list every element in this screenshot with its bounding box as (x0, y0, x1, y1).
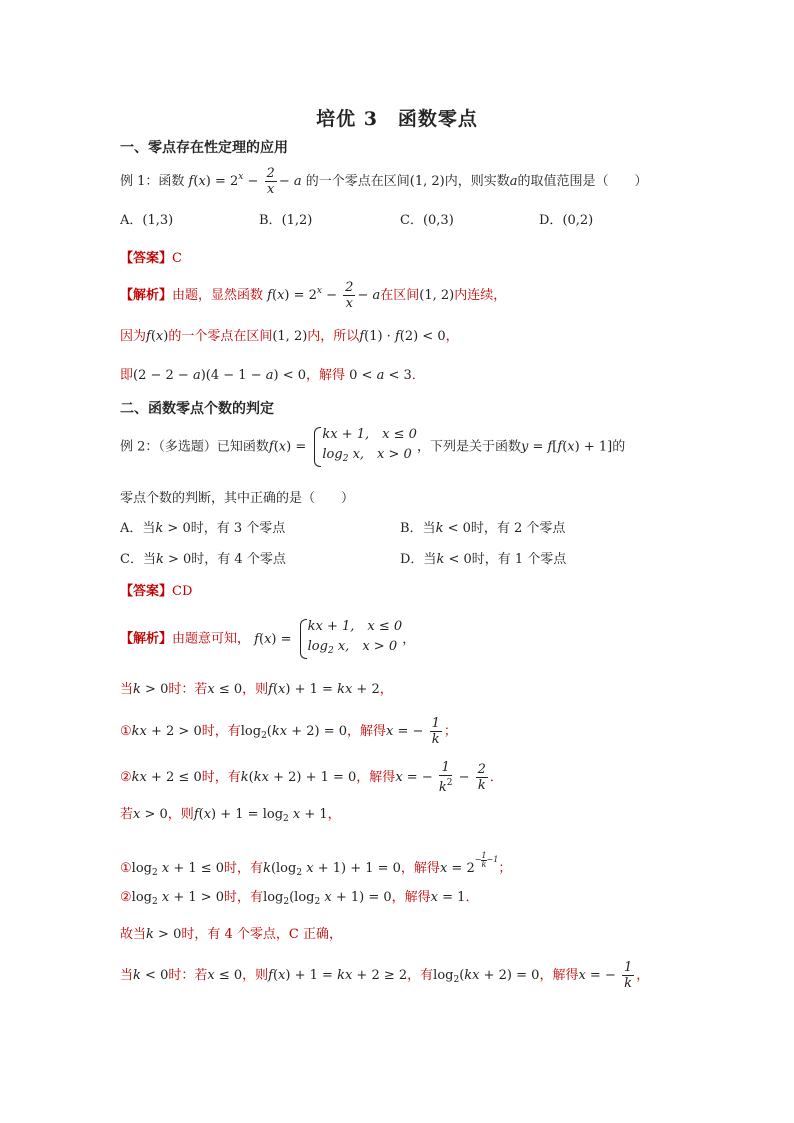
option-letter: B． (259, 213, 282, 228)
ex2-analysis-line-8: 故当k > 0时，有 4 个零点，C 正确， (120, 927, 342, 942)
text: ① (120, 724, 132, 739)
text: ① (120, 861, 132, 876)
text: 当 (120, 968, 134, 983)
text: B．当 (400, 521, 436, 536)
ex1-analysis-line-1: 【解析】由题，显然函数 $f(x) = 2^x$ − $\frac{2}{x}$ − a在区间(1, 2)内连续， (120, 280, 507, 311)
text: 时，有 4 个零点，C 正确， (181, 927, 342, 942)
text: D．当 (400, 552, 437, 567)
answer-value: CD (172, 584, 193, 599)
option-letter: D． (539, 213, 563, 228)
ex1-option-c[interactable] (400, 212, 454, 230)
ex2-lead: 例 2：（多选题）已知函数 (120, 439, 269, 455)
text: 故当 (120, 927, 147, 942)
text: 在区间 (380, 288, 420, 303)
ex2-analysis-line-5: 若x > 0，则$f(x) + 1 = \log_2 x + 1$， (120, 807, 341, 824)
ex2-analysis-line-2: 当k > 0时：若x ≤ 0，则f(x) + 1 = kx + 2， (120, 682, 393, 697)
ex2-analysis-line-4: ②kx + 2 ≤ 0时，有k(kx + 2) + 1 = 0，解得x = − $\frac{1}{k^2}$ − $\frac{2}{k}$ ． (120, 760, 503, 795)
example-1-stem: 例 1：函数 $f(x) = 2^x$ − $\frac{2}{x}$ − a 的一个零点在区间(1, 2)内，则实数a的取值范围是（ ） (120, 166, 648, 197)
text: 时：若 (168, 682, 208, 697)
section-1-heading: 一、零点存在性定理的应用 (120, 140, 288, 156)
ex1-analysis-line-2: 因为f(x)的一个零点在区间(1, 2)内，所以f(1) · f(2) < 0， (120, 329, 459, 344)
text: 时，有 3 个零点 (190, 521, 286, 536)
text: ，解得 (391, 890, 431, 905)
text: 若 (120, 807, 134, 822)
text: ，则 (167, 807, 194, 822)
option-value: (0,3) (422, 213, 454, 228)
text: 当 (120, 682, 134, 697)
option-value: (0,2) (562, 213, 594, 228)
ex2-option-d[interactable]: D．当k < 0时，有 1 个零点 (400, 552, 567, 567)
text: ，解得 (400, 861, 440, 876)
text: 内，所以 (307, 329, 360, 344)
text: 由题意可知， (172, 631, 251, 647)
analysis-tag: 【解析】 (120, 288, 173, 303)
text: ，有 (407, 968, 434, 983)
text: 即 (120, 368, 134, 383)
answer-value: C (172, 251, 182, 266)
text: 时，有 (224, 861, 264, 876)
text: C．当 (120, 552, 156, 567)
page-title: 培优 3 函数零点 (316, 108, 478, 130)
ex1-analysis-line-3: 即(2 − 2 − a)(4 − 1 − a) < 0，解得 0 < a < 3． (120, 368, 425, 383)
answer-tag: 【答案】 (120, 251, 173, 266)
example-2-stem: 例 2：（多选题）已知函数f(x) = kx + 1, x ≤ 0 $\log_2 x$, x > 0 ，下列是关于函数y = f[f(x) + 1]的 (120, 425, 625, 469)
ex2-answer (120, 583, 192, 601)
ex2-stem-line-2: 零点个数的判断，其中正确的是（ ） (120, 491, 355, 506)
ex2-tail: 的 (612, 439, 626, 455)
ex2-analysis-line-6: $①\log_2$ x + 1 ≤ 0时，有$k(\log_2$ x + 1) + 1 = 0，解得x = 2− $\frac{1}{k}$ −1； (120, 850, 512, 878)
ex2-option-a[interactable]: A．当k > 0时，有 3 个零点 (120, 521, 286, 536)
text: A．当 (120, 521, 156, 536)
text: ，则 (242, 682, 269, 697)
text: 时，有 (201, 724, 241, 739)
ex1-tail: 的取值范围是（ ） (517, 174, 648, 189)
ex2-mid: ，下列是关于函数 (416, 439, 521, 455)
text: 时，有 (224, 890, 264, 905)
ex1-answer (120, 250, 182, 268)
text: 时，有 2 个零点 (470, 521, 566, 536)
text: 时，有 4 个零点 (191, 552, 286, 567)
text: 时，有 (201, 770, 241, 785)
text: 由题，显然函数 (172, 288, 264, 303)
section-2-heading: 二、函数零点个数的判定 (120, 401, 274, 417)
text: ，解得 (347, 724, 387, 739)
ex2-option-b[interactable]: B．当k < 0时，有 2 个零点 (400, 521, 566, 536)
text: 时，有 1 个零点 (471, 552, 567, 567)
text: ② (120, 770, 132, 785)
text: 时：若 (168, 968, 208, 983)
ex1-option-d[interactable] (539, 212, 593, 230)
ex2-analysis-line-7: $②\log_2$ x + 1 > 0时，有$\log_2(\log_2$ x + 1) = 0，解得x = 1． (120, 890, 479, 907)
text: 因为 (120, 329, 147, 344)
ex2-analysis-line-1: 【解析】由题意可知， f(x) = kx + 1, x ≤ 0 $\log_2 x$, x > 0 ， (120, 617, 415, 661)
analysis-tag: 【解析】 (120, 631, 173, 647)
ex1-option-a[interactable] (120, 212, 173, 230)
option-value: (1,2) (281, 213, 313, 228)
ex2-analysis-line-9: 当k < 0时：若x ≤ 0，则f(x) + 1 = kx + 2 ≥ 2，有$\log_2(kx + 2) = 0$，解得x = − $\frac{1}{k}$ ， (120, 960, 650, 991)
ex1-lead: 例 1：函数 (120, 174, 185, 189)
option-value: (1,3) (142, 213, 174, 228)
text: ，解得 (305, 368, 345, 383)
text: ，解得 (539, 968, 579, 983)
text: ② (120, 890, 132, 905)
text: ，解得 (356, 770, 396, 785)
answer-tag: 【答案】 (120, 584, 173, 599)
text: 内连续， (454, 288, 507, 303)
option-letter: C． (400, 213, 423, 228)
ex2-option-c[interactable]: C．当k > 0时，有 4 个零点 (120, 552, 286, 567)
option-letter: A． (120, 213, 143, 228)
ex1-mid: 的一个零点在区间 (305, 174, 410, 189)
text: 的一个零点在区间 (168, 329, 273, 344)
text: ，则 (242, 968, 269, 983)
ex1-option-b[interactable] (259, 212, 312, 230)
ex1-mid2: 内，则实数 (444, 174, 510, 189)
ex2-analysis-line-3: ①kx + 2 > 0时，有$\log_2(kx + 2) = 0$，解得x = − $\frac{1}{k}$ ； (120, 716, 457, 747)
